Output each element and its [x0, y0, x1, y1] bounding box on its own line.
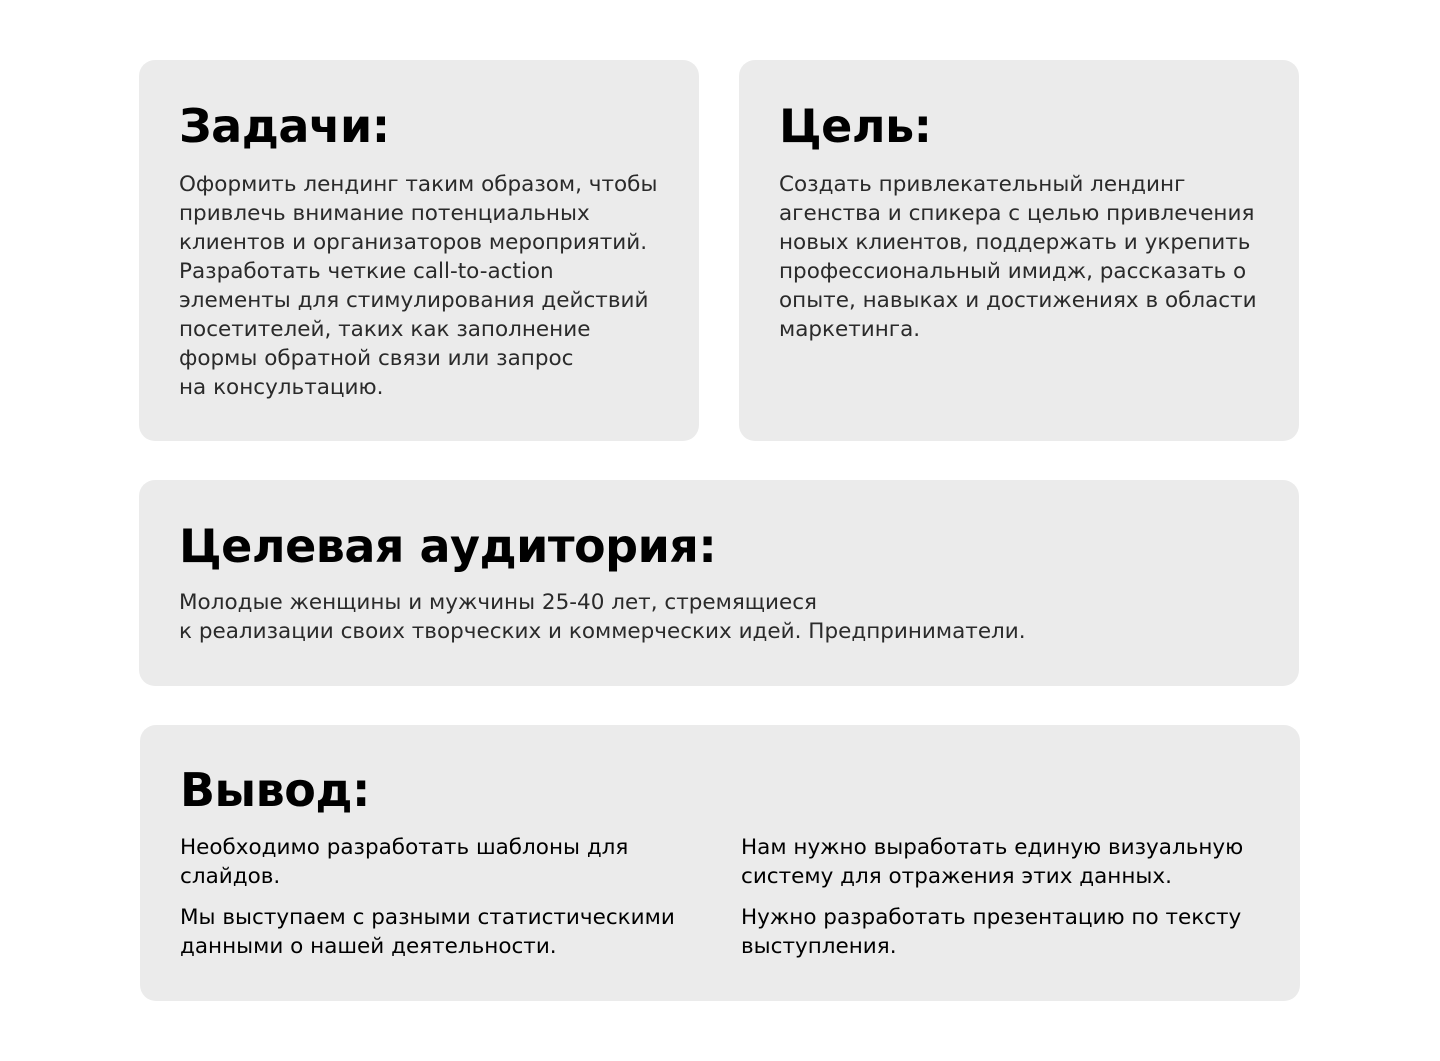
conclusion-card — [140, 725, 1300, 1001]
tasks-text: Оформить лендинг таким образом, чтобы привлечь внимание потенциальных клиентов и организаторов мероприятий. Разработать четкие call-to-action элементы для стимулирования действий посетителей, таких как заполнение формы обратной связи или запрос на консультацию. — [179, 172, 658, 400]
tasks-title: Задачи: — [179, 99, 390, 153]
conclusion-paragraph-presentation: Нужно разработать презентацию по тексту выступления. — [741, 905, 1242, 959]
tasks-card — [139, 60, 699, 441]
goal-card — [739, 60, 1299, 441]
goal-title: Цель: — [779, 99, 932, 153]
audience-title: Целевая аудитория: — [179, 519, 717, 573]
goal-text: Создать привлекательный лендинг агенства и спикера с целью привлечения новых клиентов, поддержать и укрепить профессиональный имидж, рассказать о опыте, навыках и достижениях в области маркетинга. — [779, 172, 1257, 342]
conclusion-paragraph-visual-system: Нам нужно выработать единую визуальную систему для отражения этих данных. — [741, 835, 1244, 889]
conclusion-paragraph-statistics: Мы выступаем с разными статистическими данными о нашей деятельности. — [180, 905, 675, 959]
conclusion-title: Вывод: — [180, 763, 370, 817]
audience-card — [139, 480, 1299, 686]
conclusion-paragraph-templates: Необходимо разработать шаблоны для слайдов. — [180, 835, 629, 889]
audience-text: Молодые женщины и мужчины 25-40 лет, стремящиеся к реализации своих творческих и коммерческих идей. Предприниматели. — [179, 590, 1026, 644]
